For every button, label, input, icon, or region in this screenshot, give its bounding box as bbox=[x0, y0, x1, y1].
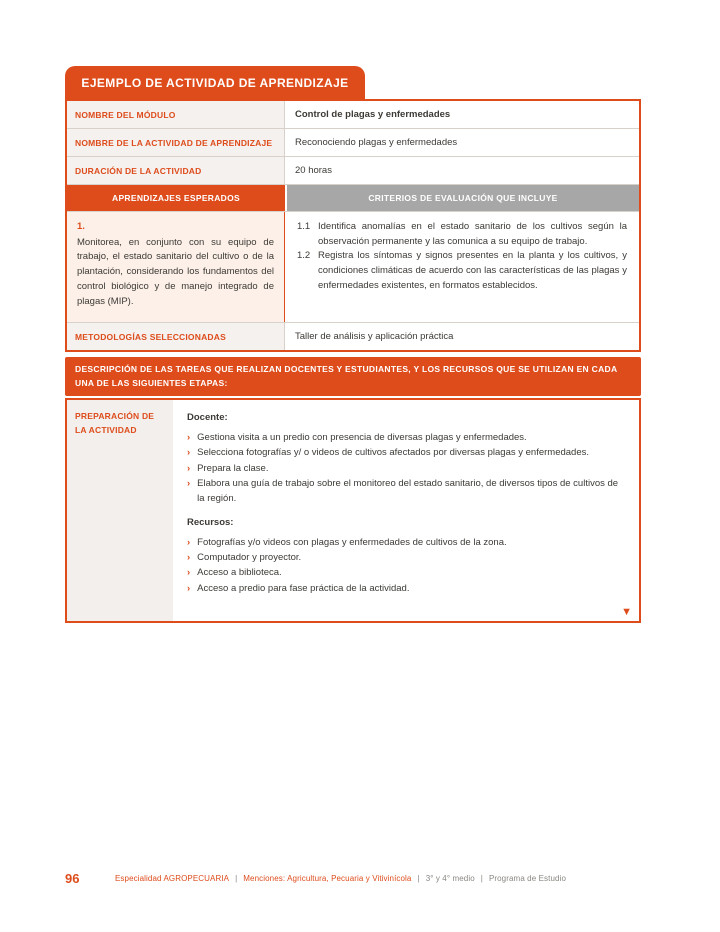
list-item bbox=[187, 565, 625, 580]
list-item-text: Selecciona fotografías y/ o videos de cultivos afectados por diversas plagas y enfermedades. bbox=[197, 447, 590, 459]
duration-row bbox=[67, 157, 639, 185]
list-item-text: Gestiona visita a un predio con presencia de diversas plagas y enfermedades. bbox=[197, 431, 527, 443]
list-item-text: Elabora una guía de trabajo sobre el monitoreo del estado sanitario, de diversos tipos de cultivos de la región. bbox=[197, 478, 619, 505]
list-item-text: Prepara la clase. bbox=[197, 462, 269, 474]
resources-heading: Recursos: bbox=[187, 516, 234, 528]
page-title: EJEMPLO DE ACTIVIDAD DE APRENDIZAJE bbox=[65, 66, 365, 99]
list-item bbox=[187, 461, 625, 476]
teacher-task-list bbox=[187, 430, 625, 507]
list-item-text: Acceso a predio para fase práctica de la actividad. bbox=[197, 582, 410, 594]
activity-example-block bbox=[65, 66, 641, 623]
methodologies-value: Taller de análisis y aplicación práctica bbox=[295, 331, 454, 342]
activity-name-value: Reconociendo plagas y enfermedades bbox=[295, 137, 458, 148]
expected-learning-cell bbox=[67, 212, 285, 322]
page-footer bbox=[65, 871, 655, 886]
chevron-bullet-icon: › bbox=[187, 431, 191, 443]
activity-name-label: NOMBRE DE LA ACTIVIDAD DE APRENDIZAJE bbox=[67, 129, 285, 156]
learning-number: 1. bbox=[77, 221, 85, 232]
criterion-text: Identifica anomalías en el estado sanitario de los cultivos según la observación permanente y las comunica a su equipo de trabajo. bbox=[318, 221, 627, 247]
duration-value: 20 horas bbox=[295, 165, 332, 176]
footer-separator: | bbox=[417, 874, 420, 883]
footer-specialty: Especialidad AGROPECUARIA bbox=[115, 874, 230, 883]
chevron-bullet-icon: › bbox=[187, 447, 191, 459]
chevron-bullet-icon: › bbox=[187, 551, 191, 563]
chevron-bullet-icon: › bbox=[187, 567, 191, 579]
continuation-arrow-icon: ▼ bbox=[621, 606, 632, 619]
activity-preparation-section bbox=[65, 398, 641, 623]
list-item bbox=[187, 445, 625, 460]
criterion-item bbox=[297, 220, 627, 249]
expected-learnings-header: APRENDIZAJES ESPERADOS bbox=[67, 185, 285, 211]
activity-table bbox=[65, 99, 641, 352]
resources-list bbox=[187, 535, 625, 597]
footer-separator: | bbox=[235, 874, 238, 883]
criterion-number: 1.1 bbox=[297, 221, 311, 232]
footer-program-name: Programa de Estudio bbox=[488, 874, 566, 883]
column-headers-row bbox=[67, 185, 639, 212]
footer-mentions: Menciones: Agricultura, Pecuaria y Vitivinícola bbox=[243, 874, 412, 883]
learning-criteria-row bbox=[67, 212, 639, 323]
methodologies-row bbox=[67, 323, 639, 350]
evaluation-criteria-header: CRITERIOS DE EVALUACIÓN QUE INCLUYE bbox=[287, 185, 639, 211]
learning-text: Monitorea, en conjunto con su equipo de trabajo, el estado sanitario del cultivo o de la plantación, considerando los fundamentos del control biológico y de manejo integrado de plagas (MIP). bbox=[77, 236, 274, 307]
preparation-stage-label: PREPARACIÓN DE LA ACTIVIDAD bbox=[67, 400, 173, 621]
teacher-heading: Docente: bbox=[187, 412, 228, 424]
list-item bbox=[187, 581, 625, 596]
chevron-bullet-icon: › bbox=[187, 536, 191, 548]
chevron-bullet-icon: › bbox=[187, 478, 191, 490]
activity-name-row bbox=[67, 129, 639, 157]
duration-label: DURACIÓN DE LA ACTIVIDAD bbox=[67, 157, 285, 184]
list-item bbox=[187, 430, 625, 445]
footer-text bbox=[115, 874, 566, 883]
criterion-item bbox=[297, 249, 627, 293]
module-name-label: NOMBRE DEL MÓDULO bbox=[67, 101, 285, 128]
list-item bbox=[187, 550, 625, 565]
footer-separator: | bbox=[480, 874, 483, 883]
chevron-bullet-icon: › bbox=[187, 582, 191, 594]
module-name-row bbox=[67, 101, 639, 129]
list-item-text: Acceso a biblioteca. bbox=[197, 567, 282, 579]
module-name-value: Control de plagas y enfermedades bbox=[295, 109, 451, 120]
list-item bbox=[187, 535, 625, 550]
list-item bbox=[187, 476, 625, 507]
page-number: 96 bbox=[65, 871, 80, 886]
tasks-description-banner: DESCRIPCIÓN DE LAS TAREAS QUE REALIZAN DOCENTES Y ESTUDIANTES, Y LOS RECURSOS QUE SE UTILIZAN EN CADA UNA DE LAS SIGUIENTES ETAPAS: bbox=[65, 357, 641, 396]
evaluation-criteria-cell bbox=[285, 212, 639, 322]
footer-grade-level: 3° y 4° medio bbox=[425, 874, 475, 883]
list-item-text: Computador y proyector. bbox=[197, 551, 302, 563]
criterion-number: 1.2 bbox=[297, 250, 311, 262]
criterion-text: Registra los síntomas y signos presentes en la planta y los cultivos, y condiciones climáticas de acuerdo con las características de las plagas y enfermedades existentes, en formatos establecidos. bbox=[318, 250, 627, 291]
preparation-content bbox=[173, 400, 639, 621]
list-item-text: Fotografías y/o videos con plagas y enfermedades de cultivos de la zona. bbox=[197, 536, 507, 548]
chevron-bullet-icon: › bbox=[187, 462, 191, 474]
methodologies-label: METODOLOGÍAS SELECCIONADAS bbox=[67, 323, 285, 350]
